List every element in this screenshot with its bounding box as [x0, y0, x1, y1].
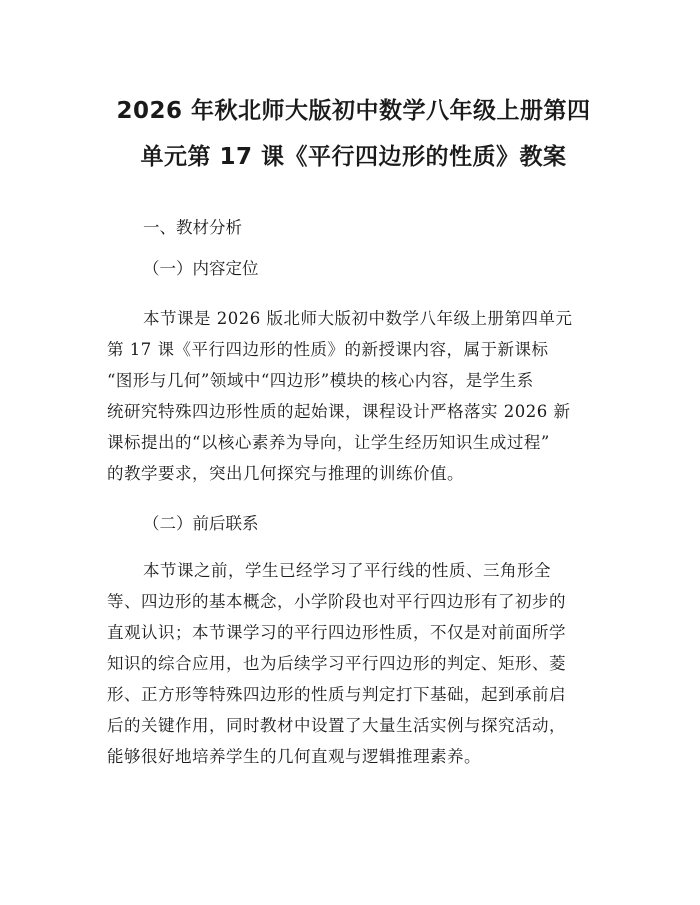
- paragraph-line: 等、四边形的基本概念，小学阶段也对平行四边形有了初步的: [107, 592, 566, 611]
- paragraph-connections: [107, 555, 600, 772]
- document-title: [107, 88, 600, 180]
- paragraph-line: 的教学要求，突出几何探究与推理的训练价值。: [107, 464, 464, 483]
- section-heading-textbook-analysis: 一、教材分析: [143, 218, 242, 237]
- paragraph-line: 课标提出的“以核心素养为导向，让学生经历知识生成过程”: [107, 433, 550, 452]
- paragraph-line: 后的关键作用，同时教材中设置了大量生活实例与探究活动，: [107, 716, 566, 735]
- paragraph-line: “图形与几何”领域中“四边形”模块的核心内容，是学生系: [107, 371, 534, 390]
- paragraph-line: 直观认识；本节课学习的平行四边形性质，不仅是对前面所学: [107, 623, 566, 642]
- paragraph-line: 形、正方形等特殊四边形的性质与判定打下基础，起到承前启: [107, 685, 566, 704]
- paragraph-line: 本节课是 2026 版北师大版初中数学八年级上册第四单元: [143, 309, 573, 328]
- paragraph-line: 本节课之前，学生已经学习了平行线的性质、三角形全: [143, 561, 551, 580]
- paragraph-line: 能够很好地培养学生的几何直观与逻辑推理素养。: [107, 747, 481, 766]
- paragraph-line: 第 17 课《平行四边形的性质》的新授课内容，属于新课标: [107, 340, 549, 359]
- paragraph-line: 知识的综合应用，也为后续学习平行四边形的判定、矩形、菱: [107, 654, 566, 673]
- subsection-heading-content-positioning: （一）内容定位: [143, 259, 259, 278]
- title-line: 单元第 17 课《平行四边形的性质》教案: [140, 144, 567, 170]
- paragraph-content-positioning: [107, 303, 600, 489]
- paragraph-line: 统研究特殊四边形性质的起始课，课程设计严格落实 2026 新: [107, 402, 571, 421]
- subsection-heading-connections: （二）前后联系: [143, 514, 259, 533]
- title-line: 2026 年秋北师大版初中数学八年级上册第四: [116, 98, 591, 124]
